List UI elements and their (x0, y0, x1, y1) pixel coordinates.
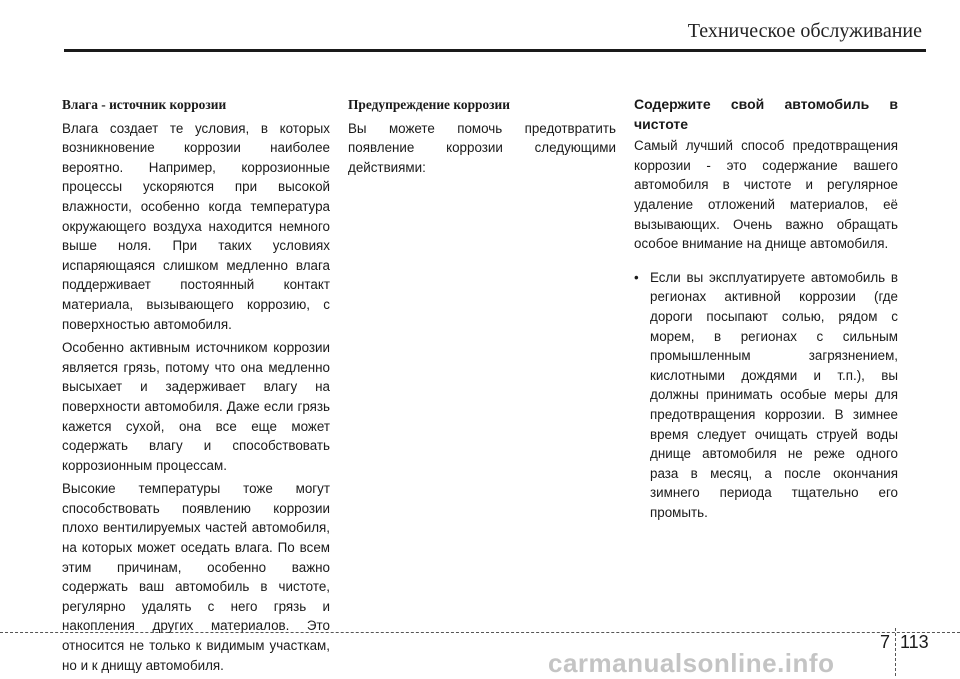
watermark: carmanualsonline.info (548, 648, 835, 678)
column-moisture (62, 95, 330, 679)
heading-keep-clean: Содержите свой автомобиль в чистоте (634, 96, 898, 132)
paragraph-prevention: Вы можете помочь предотвратить появление коррозии следующими действиями: (348, 120, 616, 175)
page-number: 113 (900, 632, 929, 652)
chapter-number: 7 (880, 632, 891, 652)
column-prevention (348, 95, 616, 181)
section-title: Техническое обслуживание (687, 20, 922, 42)
bullet-mark: • (634, 269, 639, 285)
paragraph-moisture-3: Высокие температуры тоже могут способствовать появлению коррозии плохо вентилируемых частей автомобиля, на которых может оседать влага. По всем этим причинам, особенно важно содержать ваш автомобиль в чистоте, регулярно удалять с него грязь и накопления других материалов. Это относится не только к видимым участкам, но и к днищу автомобиля. (62, 481, 330, 673)
heading-prevention: Предупреждение коррозии (348, 97, 510, 112)
footer-rule (0, 632, 960, 633)
paragraph-moisture-2: Особенно активным источником коррозии является грязь, потому что она медленно высыхает и задерживает влагу на поверхности автомобиля. Даже если грязь кажется сухой, она все еще может содержать влагу и способствовать коррозионным процессам. (62, 340, 330, 473)
heading-moisture: Влага - источник коррозии (62, 97, 227, 112)
bullet-item (634, 268, 898, 523)
footer-divider (895, 628, 896, 676)
column-keep-clean (634, 95, 898, 522)
paragraph-moisture-1: Влага создает те условия, в которых возникновение коррозии наиболее вероятно. Например, коррозионные процессы ускоряются при высокой влажности, особенно когда температура окружающего воздуха находится немного выше ноля. При таких условиях испаряющаяся слишком медленно влага поддерживает постоянный контакт материала, вызывающего коррозию, с поверхностью автомобиля. (62, 120, 330, 332)
bullet-text: Если вы эксплуатируете автомобиль в регионах активной коррозии (где дороги посыпают солью, рядом с морем, в регионах с сильным промышленным загрязнением, кислотными дождями и т.п.), вы должны принимать особые меры для предотвращения коррозии. В зимнее время следует очищать струей воды днище автомобиля не реже одного раза в месяц, а после окончания зимнего периода тщательно его промыть. (650, 269, 898, 520)
header-rule (64, 49, 926, 52)
paragraph-keep-clean: Самый лучший способ предотвращения коррозии - это содержание вашего автомобиля в чистоте и регулярное удаление отложений материалов, её вызывающих. Очень важно обращать особое внимание на днище автомобиля. (634, 138, 898, 252)
